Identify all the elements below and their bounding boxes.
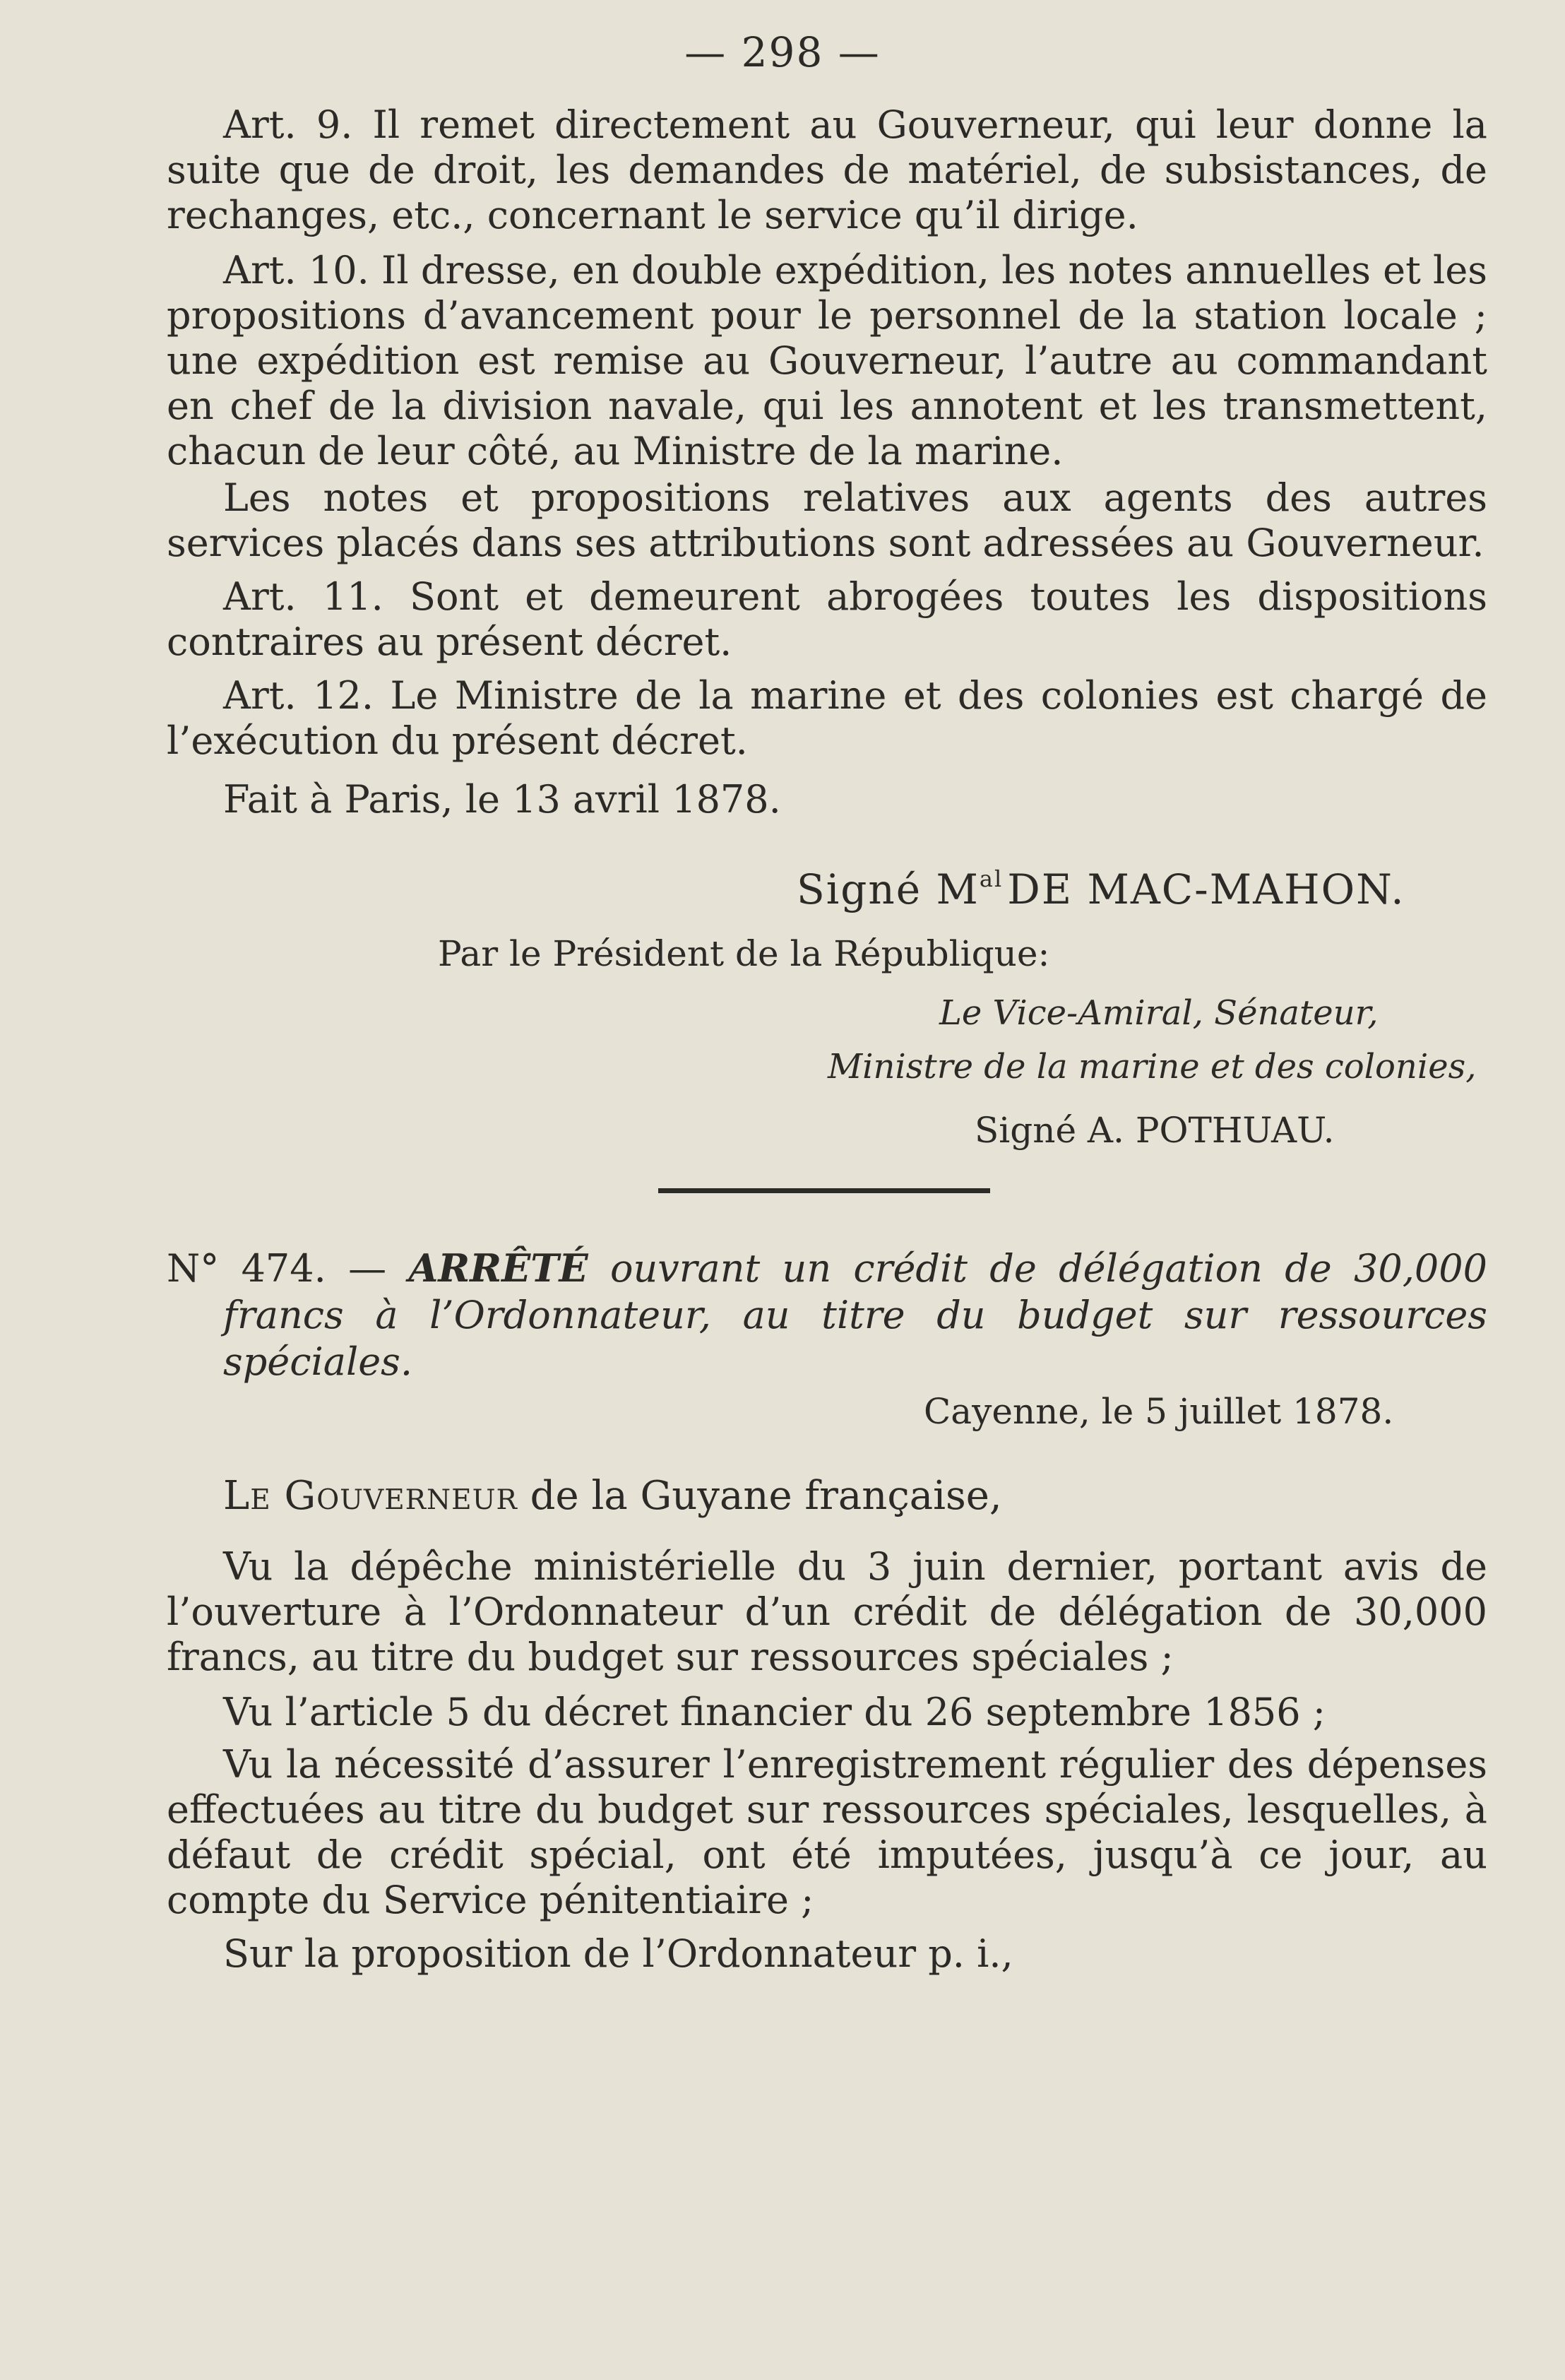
- arrete-heading-line-2: francs à l’Ordonnateur, au titre du budget sur ressources: [223, 1293, 1487, 1337]
- gouverneur-line: [223, 1474, 1002, 1519]
- gouverneur-title: Le Gouverneur: [223, 1473, 518, 1519]
- article-11: Art. 11. Sont et demeurent abrogées toutes les dispositions contraires au présent décret.: [167, 574, 1487, 664]
- article-12: Art. 12. Le Ministre de la marine et des colonies est chargé de l’exécution du présent décret.: [167, 673, 1487, 763]
- article-9: Art. 9. Il remet directement au Gouverneur, qui leur donne la suite que de droit, les demandes de matériel, de subsistances, de rechanges, etc., concernant le service qu’il dirige.: [167, 102, 1487, 237]
- notes-paragraph: Les notes et propositions relatives aux agents des autres services placés dans ses attributions sont adressées au Gouverneur.: [167, 475, 1487, 565]
- page-number: — 298 —: [684, 28, 881, 76]
- arrete-heading-line-3: spéciales.: [223, 1339, 413, 1384]
- arrete-heading: [167, 1245, 1487, 1385]
- vice-amiral-line: Le Vice-Amiral, Sénateur,: [939, 993, 1379, 1033]
- signature-president: [797, 856, 1405, 912]
- article-10: Art. 10. Il dresse, en double expédition, les notes annuelles et les propositions d’avancement pour le personnel de la station locale ; une expédition est remise au Gouverneur, l’autre au commandant en chef de la division navale, qui les annotent et les transmettent, chacun de leur côté, au Ministre de la marine.: [167, 248, 1487, 473]
- fait-a-paris: Fait à Paris, le 13 avril 1878.: [223, 777, 781, 822]
- signature-sup: al: [979, 865, 1004, 892]
- signe-pothuau: Signé A. POTHUAU.: [975, 1110, 1335, 1151]
- sur-proposition: Sur la proposition de l’Ordonnateur p. i.,: [223, 1931, 1013, 1976]
- arrete-number: N° 474. —: [167, 1246, 387, 1291]
- vu-article: Vu l’article 5 du décret financier du 26 septembre 1856 ;: [223, 1690, 1326, 1734]
- arrete-line-1-rest: ouvrant un crédit de délégation de 30,000: [609, 1246, 1487, 1291]
- section-divider: [658, 1188, 990, 1193]
- vu-depeche: Vu la dépêche ministérielle du 3 juin dernier, portant avis de l’ouverture à l’Ordonnateur d’un crédit de délégation de 30,000 francs, au titre du budget sur ressources spéciales ;: [167, 1544, 1487, 1679]
- arrete-heading-line-1: [167, 1245, 1487, 1292]
- signature-name: DE MAC-MAHON.: [1007, 865, 1405, 913]
- president-line: Par le Président de la République:: [438, 933, 1050, 974]
- ministre-line: Ministre de la marine et des colonies,: [828, 1047, 1477, 1087]
- vu-necessite: Vu la nécessité d’assurer l’enregistrement régulier des dépenses effectuées au titre du budget sur ressources spéciales, lesquelles, à défaut de crédit spécial, ont été imputées, jusqu’à ce jour, au compte du Service pénitentiaire ;: [167, 1742, 1487, 1922]
- place-date: Cayenne, le 5 juillet 1878.: [924, 1391, 1394, 1432]
- gouverneur-rest: de la Guyane française,: [530, 1473, 1002, 1519]
- signature-prefix: Signé M: [797, 865, 980, 913]
- arrete-title: ARRÊTÉ: [408, 1245, 588, 1291]
